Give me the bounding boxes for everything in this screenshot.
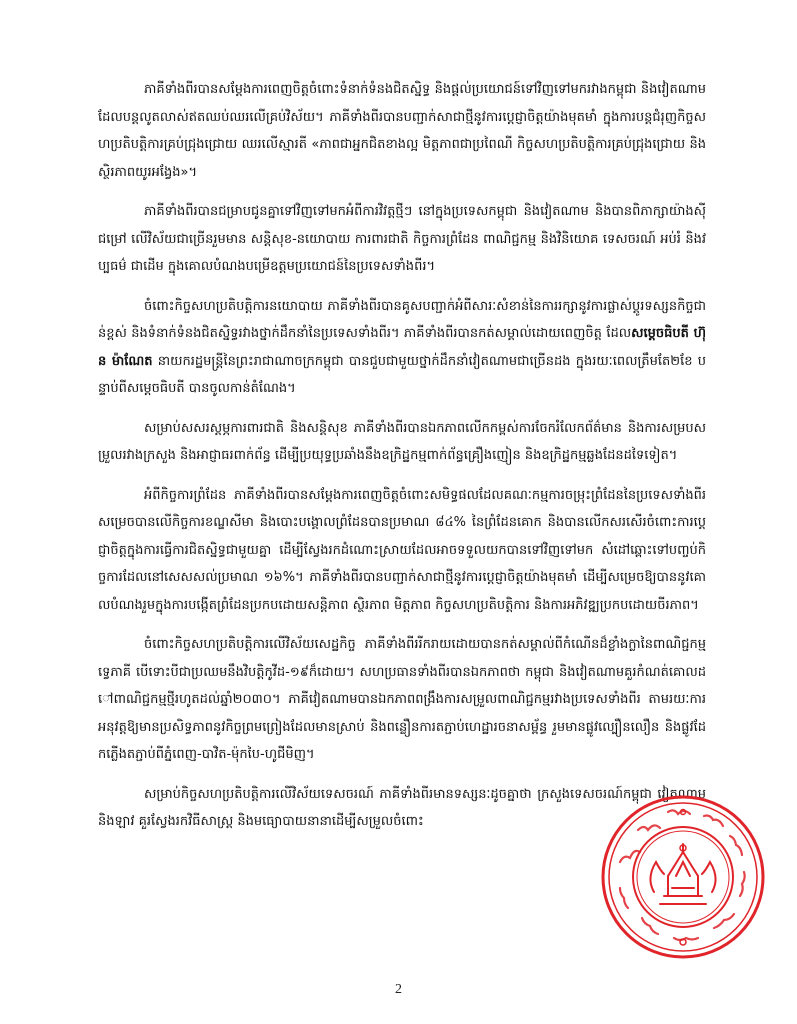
paragraph-political-rest: នាយករដ្ឋមន្ត្រីនៃព្រះរាជាណាចក្រកម្ពុជា បានជួបជាមួយថ្នាក់ដឹកនាំវៀតណាមជាច្រើនដង ក្នុងរយៈពេលត្រឹមតែ២ខែ បន្ទាប់ពីសម្តេចធិបតី បានចូលកាន់តំណែង។ — [98, 353, 706, 396]
paragraph-developments: ភាគីទាំងពីរបានជម្រាបជូនគ្នាទៅវិញទៅមកអំពីការវិវត្តថ្មីៗ នៅក្នុងប្រទេសកម្ពុជា និងវៀតណាម និងបានពិភាក្សាយ៉ាងស៊ីជម្រៅ លើវិស័យជាច្រើនរួមមាន សន្តិសុខ-នយោបាយ ការពារជាតិ កិច្ចការព្រំដែន ពាណិជ្ជកម្ម និងវិនិយោគ ទេសចរណ៍ អប់រំ និងវប្បធម៌ ជាដើម ក្នុងគោលបំណងបម្រើឧត្តមប្រយោជន៍នៃប្រទេសទាំងពីរ។ — [98, 204, 706, 274]
paragraph-political-intro: ចំពោះកិច្ចសហប្រតិបត្តិការនយោបាយ ភាគីទាំងពីរបានគូសបញ្ជាក់អំពីសារៈសំខាន់នៃការរក្សានូវការផ្លាស់ប្តូរទស្សនកិច្ចជាន់ខ្ពស់ និងទំនាក់ទំនងជិតស្និទ្ធរវាងថ្នាក់ដឹកនាំនៃប្រទេសទាំងពីរ។ ភាគីទាំងពីរបានកត់សម្គាល់ដោយពេញចិត្ត ដែល — [98, 298, 706, 341]
document-body — [98, 76, 706, 848]
paragraph-border: អំពីកិច្ចការព្រំដែន ភាគីទាំងពីរបានសម្តែងការពេញចិត្តចំពោះសមិទ្ធផលដែលគណៈកម្មការចម្រុះព្រំដែននៃប្រទេសទាំងពីរសម្រេចបានលើកិច្ចការខណ្ឌសីមា និងបោះបង្គោលព្រំដែនបានប្រមាណ ៨៤% នៃព្រំដែនគោក និងបានលើកសរសើរចំពោះការប្តេជ្ញាចិត្តក្នុងការធ្វើការជិតស្និទ្ធជាមួយគ្នា ដើម្បីស្វែងរកដំណោះស្រាយដែលអាចទទួលយកបានទៅវិញទៅមក សំដៅឆ្ពោះទៅបញ្ចប់កិច្ចការដែលនៅសេសសល់ប្រមាណ ១៦%។ ភាគីទាំងពីរបានបញ្ជាក់សាជាថ្មីនូវការប្តេជ្ញាចិត្តយ៉ាងមុតមាំ ដើម្បីសម្រេចឱ្យបាននូវគោលបំណងរួមក្នុងការបង្កើតព្រំដែនប្រកបដោយសន្តិភាព ស្ថិរភាព មិត្តភាព កិច្ចសហប្រតិបត្តិការ និងការអភិវឌ្ឍប្រកបដោយចីរភាព។ — [98, 487, 706, 613]
prime-minister-name: សម្តេចធិបតី ហ៊ុន ម៉ាណែត — [98, 326, 706, 369]
paragraph-relations: ភាគីទាំងពីរបានសម្តែងការពេញចិត្តចំពោះទំនាក់ទំនងជិតស្និទ្ធ និងផ្តល់ប្រយោជន៍ទៅវិញទៅមករវាងកម្ពុជា និងវៀតណាម ដែលបន្តលូតលាស់ឥតឈប់ឈរលើគ្រប់វិស័យ។ ភាគីទាំងពីរបានបញ្ជាក់សាជាថ្មីនូវការប្តេជ្ញាចិត្តយ៉ាងមុតមាំ ក្នុងការបន្តជំរុញកិច្ចសហប្រតិបត្តិការគ្រប់ជ្រុងជ្រោយ ឈរលើស្មារតី «ភាពជាអ្នកជិតខាងល្អ មិត្តភាពជាប្រពៃណី កិច្ចសហប្រតិបត្តិការគ្រប់ជ្រុងជ្រោយ និងស្ថិរភាពយូរអង្វែង»។ — [98, 82, 706, 180]
paragraph-political — [98, 293, 706, 403]
paragraph-defense: សម្រាប់សសរស្តម្ភការពារជាតិ និងសន្តិសុខ ភាគីទាំងពីរបានឯកភាពលើកកម្ពស់ការចែករំលែកព័ត៌មាន និងការសម្របសម្រួលរវាងក្រសួង និងអាជ្ញាធរពាក់ព័ន្ធ ដើម្បីប្រយុទ្ធប្រឆាំងនឹងឧក្រិដ្ឋកម្មពាក់ព័ន្ធគ្រឿងញៀន និងឧក្រិដ្ឋកម្មឆ្លងដែនដទៃទៀត។ — [98, 420, 706, 463]
official-seal-stamp — [598, 792, 768, 962]
page-number: 2 — [395, 982, 402, 997]
paragraph-economy: ចំពោះកិច្ចសហប្រតិបត្តិការលើវិស័យសេដ្ឋកិច្ច ភាគីទាំងពីររីករាយដោយបានកត់សម្គាល់ពីកំណើនដ៏ខ្លាំងក្លានៃពាណិជ្ជកម្មទ្វេភាគី បើទោះបីជាប្រឈមនឹងវិបត្តិកូវីដ-១៩ក៏ដោយ។ សហប្រធានទាំងពីរបានឯកភាពថា កម្ពុជា និងវៀតណាមគួរកំណត់គោលដៅពាណិជ្ជកម្មថ្មីរហូតដល់ឆ្នាំ២០៣០។ ភាគីវៀតណាមបានឯកភាពពង្រឹងការសម្រួលពាណិជ្ជកម្មរវាងប្រទេសទាំងពីរ តាមរយៈការអនុវត្តឱ្យមានប្រសិទ្ធភាពនូវកិច្ចព្រមព្រៀងដែលមានស្រាប់ និងពន្លឿនការតភ្ជាប់ហេដ្ឋារចនាសម្ព័ន្ធ រួមមានផ្លូវល្បឿនលឿន និងផ្លូវដែកភ្លើងតភ្ជាប់ពីភ្នំពេញ-បាវិត-ម៉ុកបៃ-ហូជីមិញ។ — [98, 637, 706, 762]
paragraph-tourism: សម្រាប់កិច្ចសហប្រតិបត្តិការលើវិស័យទេសចរណ៍ ភាគីទាំងពីរមានទស្សនៈដូចគ្នាថា ក្រសួងទេសចរណ៍កម្ពុជា វៀតណាម និងឡាវ គួរស្វែងរកវិធីសាស្ត្រ និងមធ្យោបាយនានាដើម្បីសម្រួល​ចំពោះ — [98, 786, 706, 829]
